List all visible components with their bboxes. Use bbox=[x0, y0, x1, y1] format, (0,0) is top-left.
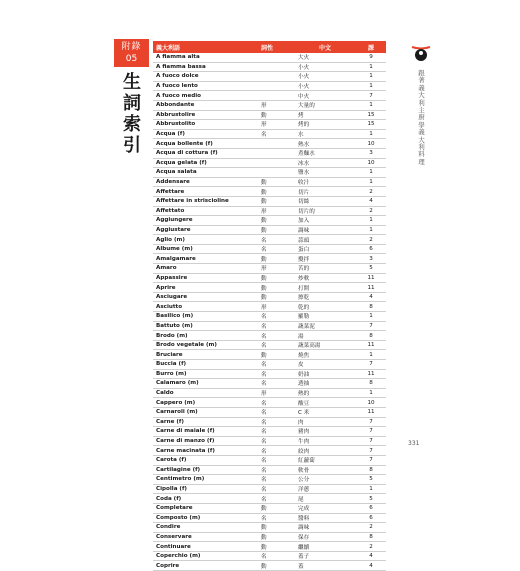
chinese-term: 牛肉 bbox=[298, 439, 310, 446]
italian-term: A fiamma alta bbox=[156, 54, 200, 61]
appendix-label: 附錄 bbox=[121, 42, 142, 52]
chinese-term: 切絲 bbox=[298, 199, 310, 206]
table-row bbox=[153, 418, 386, 428]
lesson-number: 4 bbox=[369, 553, 373, 560]
chinese-term: 苦的 bbox=[298, 266, 310, 273]
part-of-speech: 名 bbox=[261, 400, 267, 407]
italian-term: Acqua (f) bbox=[156, 131, 185, 138]
chinese-term: 烤的 bbox=[298, 122, 310, 129]
lesson-number: 4 bbox=[369, 198, 373, 205]
chinese-term: 軟骨 bbox=[298, 467, 310, 474]
chinese-term: 大火 bbox=[298, 55, 310, 62]
lesson-number: 1 bbox=[369, 217, 373, 224]
section-title bbox=[122, 72, 142, 156]
italian-term: Continuare bbox=[156, 543, 191, 550]
italian-term: Amalgamare bbox=[156, 255, 196, 262]
lesson-number: 1 bbox=[369, 313, 373, 320]
italian-term: Carne di manzo (f) bbox=[156, 438, 215, 445]
lesson-number: 2 bbox=[369, 188, 373, 195]
lesson-number: 7 bbox=[369, 447, 373, 454]
chinese-term: 蓋 bbox=[298, 563, 304, 570]
table-row bbox=[153, 322, 386, 332]
table-row bbox=[153, 178, 386, 188]
lesson-number: 3 bbox=[369, 150, 373, 157]
table-row bbox=[153, 456, 386, 466]
part-of-speech: 名 bbox=[261, 410, 267, 417]
lesson-number: 4 bbox=[369, 562, 373, 569]
table-row bbox=[153, 302, 386, 312]
table-row bbox=[153, 197, 386, 207]
italian-term: Aggiungere bbox=[156, 217, 193, 224]
chinese-term: 酸豆 bbox=[298, 400, 310, 407]
part-of-speech: 形 bbox=[261, 266, 267, 273]
chinese-term: 炒軟 bbox=[298, 275, 310, 282]
chinese-term: 水 bbox=[298, 132, 304, 139]
chinese-term: 皮 bbox=[298, 362, 304, 369]
lesson-number: 5 bbox=[369, 476, 373, 483]
chinese-term: 小火 bbox=[298, 74, 310, 81]
italian-term: Affettare in striscioline bbox=[156, 198, 229, 205]
chinese-term: 調味 bbox=[298, 227, 310, 234]
table-row bbox=[153, 504, 386, 514]
lesson-number: 2 bbox=[369, 543, 373, 550]
header-chinese: 中文 bbox=[318, 44, 331, 52]
chinese-term: 尾 bbox=[298, 496, 304, 503]
part-of-speech: 形 bbox=[261, 103, 267, 110]
table-row bbox=[153, 523, 386, 533]
chinese-term: 中火 bbox=[298, 93, 310, 100]
italian-term: Composto (m) bbox=[156, 514, 201, 521]
lesson-number: 8 bbox=[369, 466, 373, 473]
table-row bbox=[153, 226, 386, 236]
lesson-number: 7 bbox=[369, 428, 373, 435]
table-row bbox=[153, 408, 386, 418]
header-lesson: 課 bbox=[367, 44, 374, 52]
part-of-speech: 動 bbox=[261, 285, 267, 292]
italian-term: Conservare bbox=[156, 533, 192, 540]
chinese-term: 煮麵水 bbox=[298, 151, 315, 158]
italian-term: Centimetro (m) bbox=[156, 476, 205, 483]
italian-term: Buccia (f) bbox=[156, 361, 187, 368]
table-row bbox=[153, 63, 386, 73]
part-of-speech: 名 bbox=[261, 333, 267, 340]
appendix-number: 05 bbox=[125, 54, 138, 64]
table-row bbox=[153, 485, 386, 495]
chinese-term: 羅勒 bbox=[298, 314, 310, 321]
part-of-speech: 形 bbox=[261, 391, 267, 398]
lesson-number: 7 bbox=[369, 438, 373, 445]
part-of-speech: 名 bbox=[261, 467, 267, 474]
lesson-number: 1 bbox=[369, 390, 373, 397]
italian-term: A fuoco lento bbox=[156, 83, 198, 90]
chinese-term: 烤 bbox=[298, 112, 304, 119]
lesson-number: 2 bbox=[369, 207, 373, 214]
part-of-speech: 動 bbox=[261, 112, 267, 119]
chinese-term: 熱的 bbox=[298, 391, 310, 398]
lesson-number: 15 bbox=[367, 121, 375, 128]
header-part-of-speech: 詞性 bbox=[261, 44, 274, 52]
section-title-char: 詞 bbox=[123, 93, 141, 114]
table-row bbox=[153, 379, 386, 389]
chinese-term: 豬肉 bbox=[298, 429, 310, 436]
table-row bbox=[153, 91, 386, 101]
part-of-speech: 名 bbox=[261, 448, 267, 455]
lesson-number: 11 bbox=[367, 274, 375, 281]
part-of-speech: 動 bbox=[261, 256, 267, 263]
part-of-speech: 名 bbox=[261, 314, 267, 321]
table-row bbox=[153, 389, 386, 399]
italian-term: Brodo (m) bbox=[156, 332, 188, 339]
table-row bbox=[153, 312, 386, 322]
table-row bbox=[153, 475, 386, 485]
lesson-number: 7 bbox=[369, 418, 373, 425]
part-of-speech: 名 bbox=[261, 487, 267, 494]
lesson-number: 10 bbox=[367, 159, 375, 166]
part-of-speech: 名 bbox=[261, 429, 267, 436]
lesson-number: 1 bbox=[369, 179, 373, 186]
lesson-number: 1 bbox=[369, 226, 373, 233]
part-of-speech: 動 bbox=[261, 534, 267, 541]
lesson-number: 11 bbox=[367, 342, 375, 349]
lesson-number: 6 bbox=[369, 246, 373, 253]
table-row bbox=[153, 254, 386, 264]
section-title-char: 索 bbox=[123, 114, 141, 135]
table-row bbox=[153, 350, 386, 360]
chinese-term: 完成 bbox=[298, 506, 310, 513]
part-of-speech: 動 bbox=[261, 544, 267, 551]
lesson-number: 6 bbox=[369, 505, 373, 512]
italian-term: Affettato bbox=[156, 207, 185, 214]
table-row bbox=[153, 446, 386, 456]
section-title-char: 引 bbox=[123, 135, 141, 156]
italian-term: Aprire bbox=[156, 284, 176, 291]
chinese-term: 肉 bbox=[298, 419, 304, 426]
part-of-speech: 名 bbox=[261, 343, 267, 350]
part-of-speech: 名 bbox=[261, 237, 267, 244]
vocabulary-index-table bbox=[153, 41, 386, 571]
chinese-term: 蓋子 bbox=[298, 554, 310, 561]
part-of-speech: 名 bbox=[261, 458, 267, 465]
italian-term: Carota (f) bbox=[156, 457, 187, 464]
part-of-speech: 名 bbox=[261, 132, 267, 139]
lesson-number: 1 bbox=[369, 131, 373, 138]
chinese-term: 收汁 bbox=[298, 180, 310, 187]
table-row bbox=[153, 130, 386, 140]
lesson-number: 7 bbox=[369, 322, 373, 329]
chinese-term: 乾的 bbox=[298, 304, 310, 311]
italian-term: Acqua di cottura (f) bbox=[156, 150, 218, 157]
lesson-number: 8 bbox=[369, 303, 373, 310]
lesson-number: 1 bbox=[369, 486, 373, 493]
chinese-term: 熱水 bbox=[298, 141, 310, 148]
italian-term: Acqua gelata (f) bbox=[156, 159, 207, 166]
table-row bbox=[153, 331, 386, 341]
part-of-speech: 形 bbox=[261, 304, 267, 311]
part-of-speech: 名 bbox=[261, 477, 267, 484]
table-row bbox=[153, 187, 386, 197]
table-row bbox=[153, 466, 386, 476]
chinese-term: 湯 bbox=[298, 333, 304, 340]
table-row bbox=[153, 437, 386, 447]
part-of-speech: 名 bbox=[261, 247, 267, 254]
chinese-term: 奶油 bbox=[298, 371, 310, 378]
italian-term: Acqua salata bbox=[156, 169, 197, 176]
chinese-term: 絞肉 bbox=[298, 448, 310, 455]
chinese-term: 擦乾 bbox=[298, 295, 310, 302]
lesson-number: 8 bbox=[369, 380, 373, 387]
italian-term: Bruciare bbox=[156, 351, 183, 358]
part-of-speech: 動 bbox=[261, 199, 267, 206]
part-of-speech: 形 bbox=[261, 208, 267, 215]
table-row bbox=[153, 341, 386, 351]
lesson-number: 5 bbox=[369, 265, 373, 272]
appendix-badge bbox=[114, 39, 149, 67]
italian-term: Condire bbox=[156, 524, 181, 531]
table-row bbox=[153, 561, 386, 571]
part-of-speech: 名 bbox=[261, 515, 267, 522]
lesson-number: 11 bbox=[367, 370, 375, 377]
italian-term: Coda (f) bbox=[156, 495, 182, 502]
chinese-term: 紅蘿蔔 bbox=[298, 458, 315, 465]
chinese-term: 醬料 bbox=[298, 515, 310, 522]
chinese-term: 蔬菜泥 bbox=[298, 323, 315, 330]
table-row bbox=[153, 101, 386, 111]
lesson-number: 10 bbox=[367, 140, 375, 147]
part-of-speech: 名 bbox=[261, 496, 267, 503]
table-row bbox=[153, 494, 386, 504]
chinese-term: C 米 bbox=[298, 410, 310, 417]
table-row bbox=[153, 207, 386, 217]
italian-term: A fiamma bassa bbox=[156, 63, 206, 70]
table-row bbox=[153, 120, 386, 130]
italian-term: Albume (m) bbox=[156, 246, 193, 253]
lesson-number: 9 bbox=[369, 54, 373, 61]
chinese-term: 切片 bbox=[298, 189, 310, 196]
lesson-number: 1 bbox=[369, 73, 373, 80]
part-of-speech: 名 bbox=[261, 371, 267, 378]
lesson-number: 7 bbox=[369, 361, 373, 368]
table-row bbox=[153, 235, 386, 245]
italian-term: Coperchio (m) bbox=[156, 553, 201, 560]
lesson-number: 8 bbox=[369, 332, 373, 339]
book-title-vertical: 跟著義大利主廚學義大利料理 bbox=[418, 69, 425, 166]
italian-term: Carnaroli (m) bbox=[156, 409, 198, 416]
chinese-term: 小火 bbox=[298, 84, 310, 91]
table-row bbox=[153, 552, 386, 562]
chinese-term: 切片的 bbox=[298, 208, 315, 215]
chinese-term: 洋蔥 bbox=[298, 487, 310, 494]
italian-term: Completare bbox=[156, 505, 193, 512]
chinese-term: 小火 bbox=[298, 64, 310, 71]
lesson-number: 8 bbox=[369, 533, 373, 540]
lesson-number: 4 bbox=[369, 294, 373, 301]
part-of-speech: 動 bbox=[261, 563, 267, 570]
italian-term: Acqua bollente (f) bbox=[156, 140, 213, 147]
italian-term: Cappero (m) bbox=[156, 399, 196, 406]
table-row bbox=[153, 245, 386, 255]
chinese-term: 加入 bbox=[298, 218, 310, 225]
section-title-char: 生 bbox=[123, 72, 141, 93]
lesson-number: 2 bbox=[369, 524, 373, 531]
lesson-number: 11 bbox=[367, 409, 375, 416]
chinese-term: 繼續 bbox=[298, 544, 310, 551]
table-row bbox=[153, 398, 386, 408]
italian-term: Amaro bbox=[156, 265, 177, 272]
lesson-number: 1 bbox=[369, 63, 373, 70]
italian-term: Battuto (m) bbox=[156, 322, 193, 329]
italian-term: Aglio (m) bbox=[156, 236, 185, 243]
italian-term: Addensare bbox=[156, 179, 190, 186]
chinese-term: 調味 bbox=[298, 525, 310, 532]
italian-term: A fuoco dolce bbox=[156, 73, 199, 80]
part-of-speech: 動 bbox=[261, 525, 267, 532]
chinese-term: 燒焦 bbox=[298, 352, 310, 359]
italian-term: Cipolla (f) bbox=[156, 486, 187, 493]
table-row bbox=[153, 293, 386, 303]
italian-term: Carne macinata (f) bbox=[156, 447, 215, 454]
lesson-number: 1 bbox=[369, 83, 373, 90]
chinese-term: 保存 bbox=[298, 534, 310, 541]
table-row bbox=[153, 370, 386, 380]
part-of-speech: 動 bbox=[261, 275, 267, 282]
table-row bbox=[153, 274, 386, 284]
italian-term: A fuoco medio bbox=[156, 92, 202, 99]
table-row bbox=[153, 216, 386, 226]
lesson-number: 1 bbox=[369, 102, 373, 109]
chinese-term: 攪拌 bbox=[298, 256, 310, 263]
part-of-speech: 動 bbox=[261, 227, 267, 234]
table-row bbox=[153, 139, 386, 149]
italian-term: Appassire bbox=[156, 274, 188, 281]
table-row bbox=[153, 53, 386, 63]
page-number: 331 bbox=[408, 440, 420, 447]
italian-term: Asciutto bbox=[156, 303, 183, 310]
italian-term: Calamaro (m) bbox=[156, 380, 199, 387]
table-row bbox=[153, 111, 386, 121]
chinese-term: 冰水 bbox=[298, 160, 310, 167]
chinese-term: 打開 bbox=[298, 285, 310, 292]
lesson-number: 2 bbox=[369, 236, 373, 243]
table-row bbox=[153, 159, 386, 169]
italian-term: Burro (m) bbox=[156, 370, 187, 377]
italian-term: Caldo bbox=[156, 390, 174, 397]
italian-term: Cartilagine (f) bbox=[156, 466, 201, 473]
chinese-term: 大量的 bbox=[298, 103, 315, 110]
lesson-number: 11 bbox=[367, 284, 375, 291]
italian-term: Basilico (m) bbox=[156, 313, 194, 320]
part-of-speech: 名 bbox=[261, 439, 267, 446]
italian-term: Brodo vegetale (m) bbox=[156, 342, 217, 349]
chinese-term: 蒜頭 bbox=[298, 237, 310, 244]
part-of-speech: 動 bbox=[261, 180, 267, 187]
chinese-term: 公分 bbox=[298, 477, 310, 484]
italian-term: Asciugare bbox=[156, 294, 188, 301]
part-of-speech: 名 bbox=[261, 381, 267, 388]
italian-term: Coprire bbox=[156, 562, 180, 569]
italian-term: Carne di maiale (f) bbox=[156, 428, 215, 435]
italian-term: Abbrustolito bbox=[156, 121, 196, 128]
italian-term: Affettare bbox=[156, 188, 185, 195]
chinese-term: 鹽水 bbox=[298, 170, 310, 177]
table-row bbox=[153, 264, 386, 274]
italian-term: Abbrustolire bbox=[156, 111, 196, 118]
table-row bbox=[153, 533, 386, 543]
lesson-number: 15 bbox=[367, 111, 375, 118]
chinese-term: 透抽 bbox=[298, 381, 310, 388]
table-row bbox=[153, 283, 386, 293]
lesson-number: 1 bbox=[369, 169, 373, 176]
table-row bbox=[153, 360, 386, 370]
table-body bbox=[153, 53, 386, 571]
lesson-number: 7 bbox=[369, 457, 373, 464]
part-of-speech: 名 bbox=[261, 362, 267, 369]
lesson-number: 6 bbox=[369, 514, 373, 521]
lesson-number: 10 bbox=[367, 399, 375, 406]
part-of-speech: 動 bbox=[261, 189, 267, 196]
chinese-term: 蛋白 bbox=[298, 247, 310, 254]
table-row bbox=[153, 149, 386, 159]
table-header bbox=[153, 41, 386, 53]
part-of-speech: 動 bbox=[261, 506, 267, 513]
part-of-speech: 名 bbox=[261, 554, 267, 561]
table-row bbox=[153, 427, 386, 437]
lesson-number: 5 bbox=[369, 495, 373, 502]
table-row bbox=[153, 168, 386, 178]
chinese-term: 蔬菜高湯 bbox=[298, 343, 321, 350]
lesson-number: 7 bbox=[369, 92, 373, 99]
part-of-speech: 動 bbox=[261, 218, 267, 225]
part-of-speech: 動 bbox=[261, 352, 267, 359]
italian-term: Abbondante bbox=[156, 102, 195, 109]
lesson-number: 3 bbox=[369, 255, 373, 262]
table-row bbox=[153, 72, 386, 82]
part-of-speech: 動 bbox=[261, 295, 267, 302]
lesson-number: 1 bbox=[369, 351, 373, 358]
table-row bbox=[153, 82, 386, 92]
chef-logo-icon bbox=[410, 41, 432, 63]
header-italian: 義大利語 bbox=[156, 44, 181, 52]
part-of-speech: 名 bbox=[261, 323, 267, 330]
part-of-speech: 名 bbox=[261, 419, 267, 426]
part-of-speech: 形 bbox=[261, 122, 267, 129]
table-row bbox=[153, 542, 386, 552]
table-row bbox=[153, 514, 386, 524]
italian-term: Carne (f) bbox=[156, 418, 184, 425]
italian-term: Aggiustare bbox=[156, 226, 191, 233]
